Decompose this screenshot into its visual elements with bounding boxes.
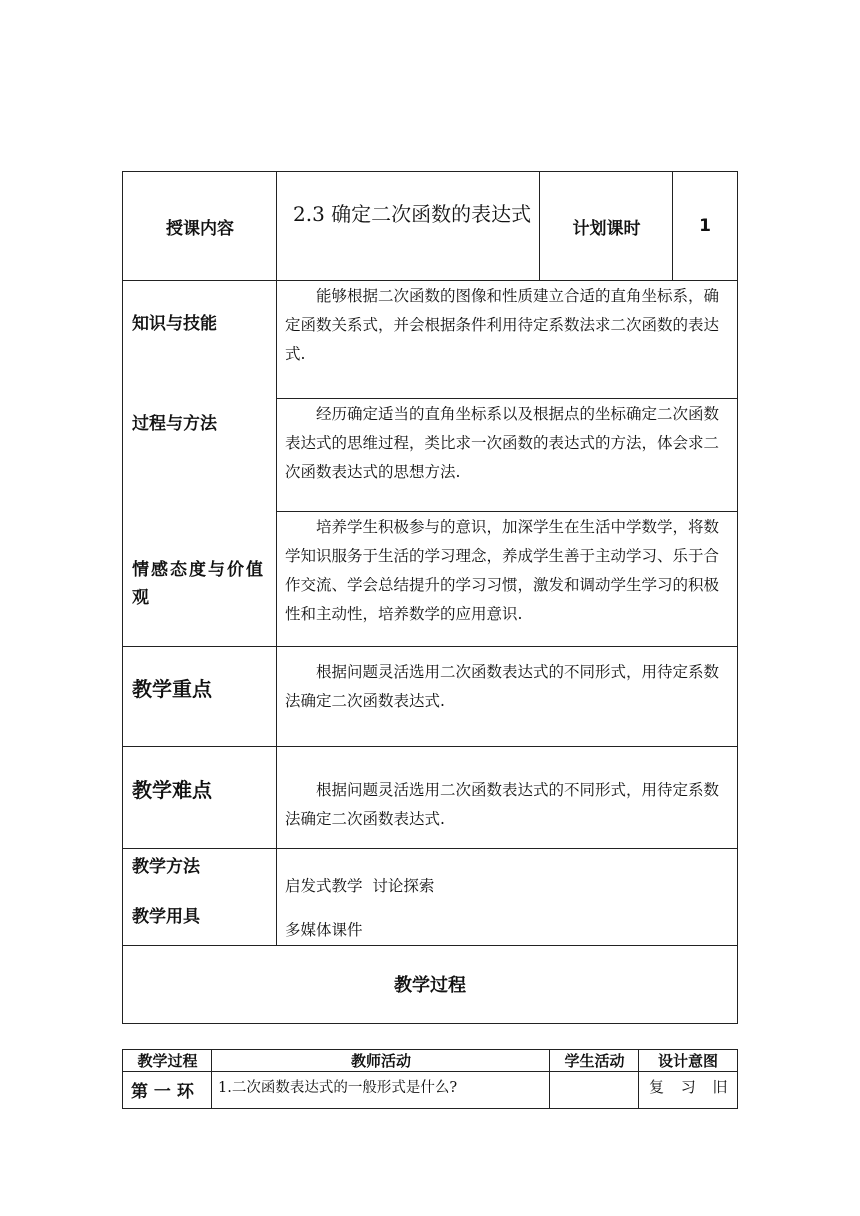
key-point-label-cell xyxy=(122,646,277,747)
hours-label: 计划课时 xyxy=(572,218,641,239)
difficulty-cell xyxy=(276,746,738,849)
method-label: 教学方法 xyxy=(132,857,200,877)
header-stage: 教学过程 xyxy=(137,1052,198,1070)
row1-intent: 复 习 旧 xyxy=(649,1078,734,1096)
content-value-cell xyxy=(276,171,540,281)
header-intent: 设计意图 xyxy=(657,1052,718,1070)
header-cell-teacher xyxy=(211,1049,550,1072)
header-cell-stage xyxy=(122,1049,212,1072)
knowledge-cell xyxy=(276,280,738,399)
header-cell-student xyxy=(549,1049,639,1072)
method-label-cell xyxy=(122,848,277,946)
difficulty-label-cell xyxy=(122,746,277,849)
objectives-label-cell xyxy=(122,280,277,647)
process-label: 过程与方法 xyxy=(132,414,217,434)
hours-label-cell xyxy=(539,171,673,281)
header-student: 学生活动 xyxy=(564,1052,625,1070)
header-teacher: 教师活动 xyxy=(350,1052,411,1070)
tools-value: 多媒体课件 xyxy=(285,921,363,939)
key-point-label: 教学重点 xyxy=(132,677,212,701)
process-title-cell xyxy=(122,945,738,1024)
row1-teacher: 1.二次函数表达式的一般形式是什么? xyxy=(218,1080,458,1096)
difficulty-label: 教学难点 xyxy=(132,778,212,802)
row1-stage: 第 一 环 xyxy=(131,1082,194,1102)
emotion-label: 情感态度与价值观 xyxy=(132,560,265,608)
hours-value: 1 xyxy=(699,216,711,236)
process-title: 教学过程 xyxy=(394,975,466,996)
content-value: 2.3 确定二次函数的表达式 xyxy=(293,202,532,226)
hours-value-cell xyxy=(672,171,738,281)
row1-stage-cell xyxy=(122,1071,212,1109)
emotion-cell xyxy=(276,511,738,647)
process-cell xyxy=(276,398,738,512)
knowledge-text: 能够根据二次函数的图像和性质建立合适的直角坐标系，确定函数关系式，并会根据条件利用待定系数法求二次函数的表达式. xyxy=(285,287,720,363)
key-point-text: 根据问题灵活选用二次函数表达式的不同形式，用待定系数法确定二次函数表达式. xyxy=(285,663,720,710)
emotion-text: 培养学生积极参与的意识，加深学生在生活中学数学，将数学知识服务于生活的学习理念，养成学生善于主动学习、乐于合作交流、学会总结提升的学习习惯，激发和调动学生学习的积极性和主动性，培养数学的应用意识. xyxy=(285,518,720,623)
knowledge-label: 知识与技能 xyxy=(132,314,217,334)
content-label-cell xyxy=(122,171,277,281)
tools-label: 教学用具 xyxy=(132,907,200,927)
key-point-cell xyxy=(276,646,738,747)
row1-intent-cell xyxy=(638,1071,738,1109)
header-cell-intent xyxy=(638,1049,738,1072)
row1-teacher-cell xyxy=(211,1071,550,1109)
method-value: 启发式教学 讨论探索 xyxy=(285,877,435,895)
method-cell xyxy=(276,848,738,946)
process-text: 经历确定适当的直角坐标系以及根据点的坐标确定二次函数表达式的思维过程，类比求一次函数的表达式的方法，体会求二次函数表达式的思想方法. xyxy=(285,405,720,481)
content-label: 授课内容 xyxy=(166,218,234,239)
difficulty-text: 根据问题灵活选用二次函数表达式的不同形式，用待定系数法确定二次函数表达式. xyxy=(285,781,720,828)
row1-student-cell xyxy=(549,1071,639,1109)
